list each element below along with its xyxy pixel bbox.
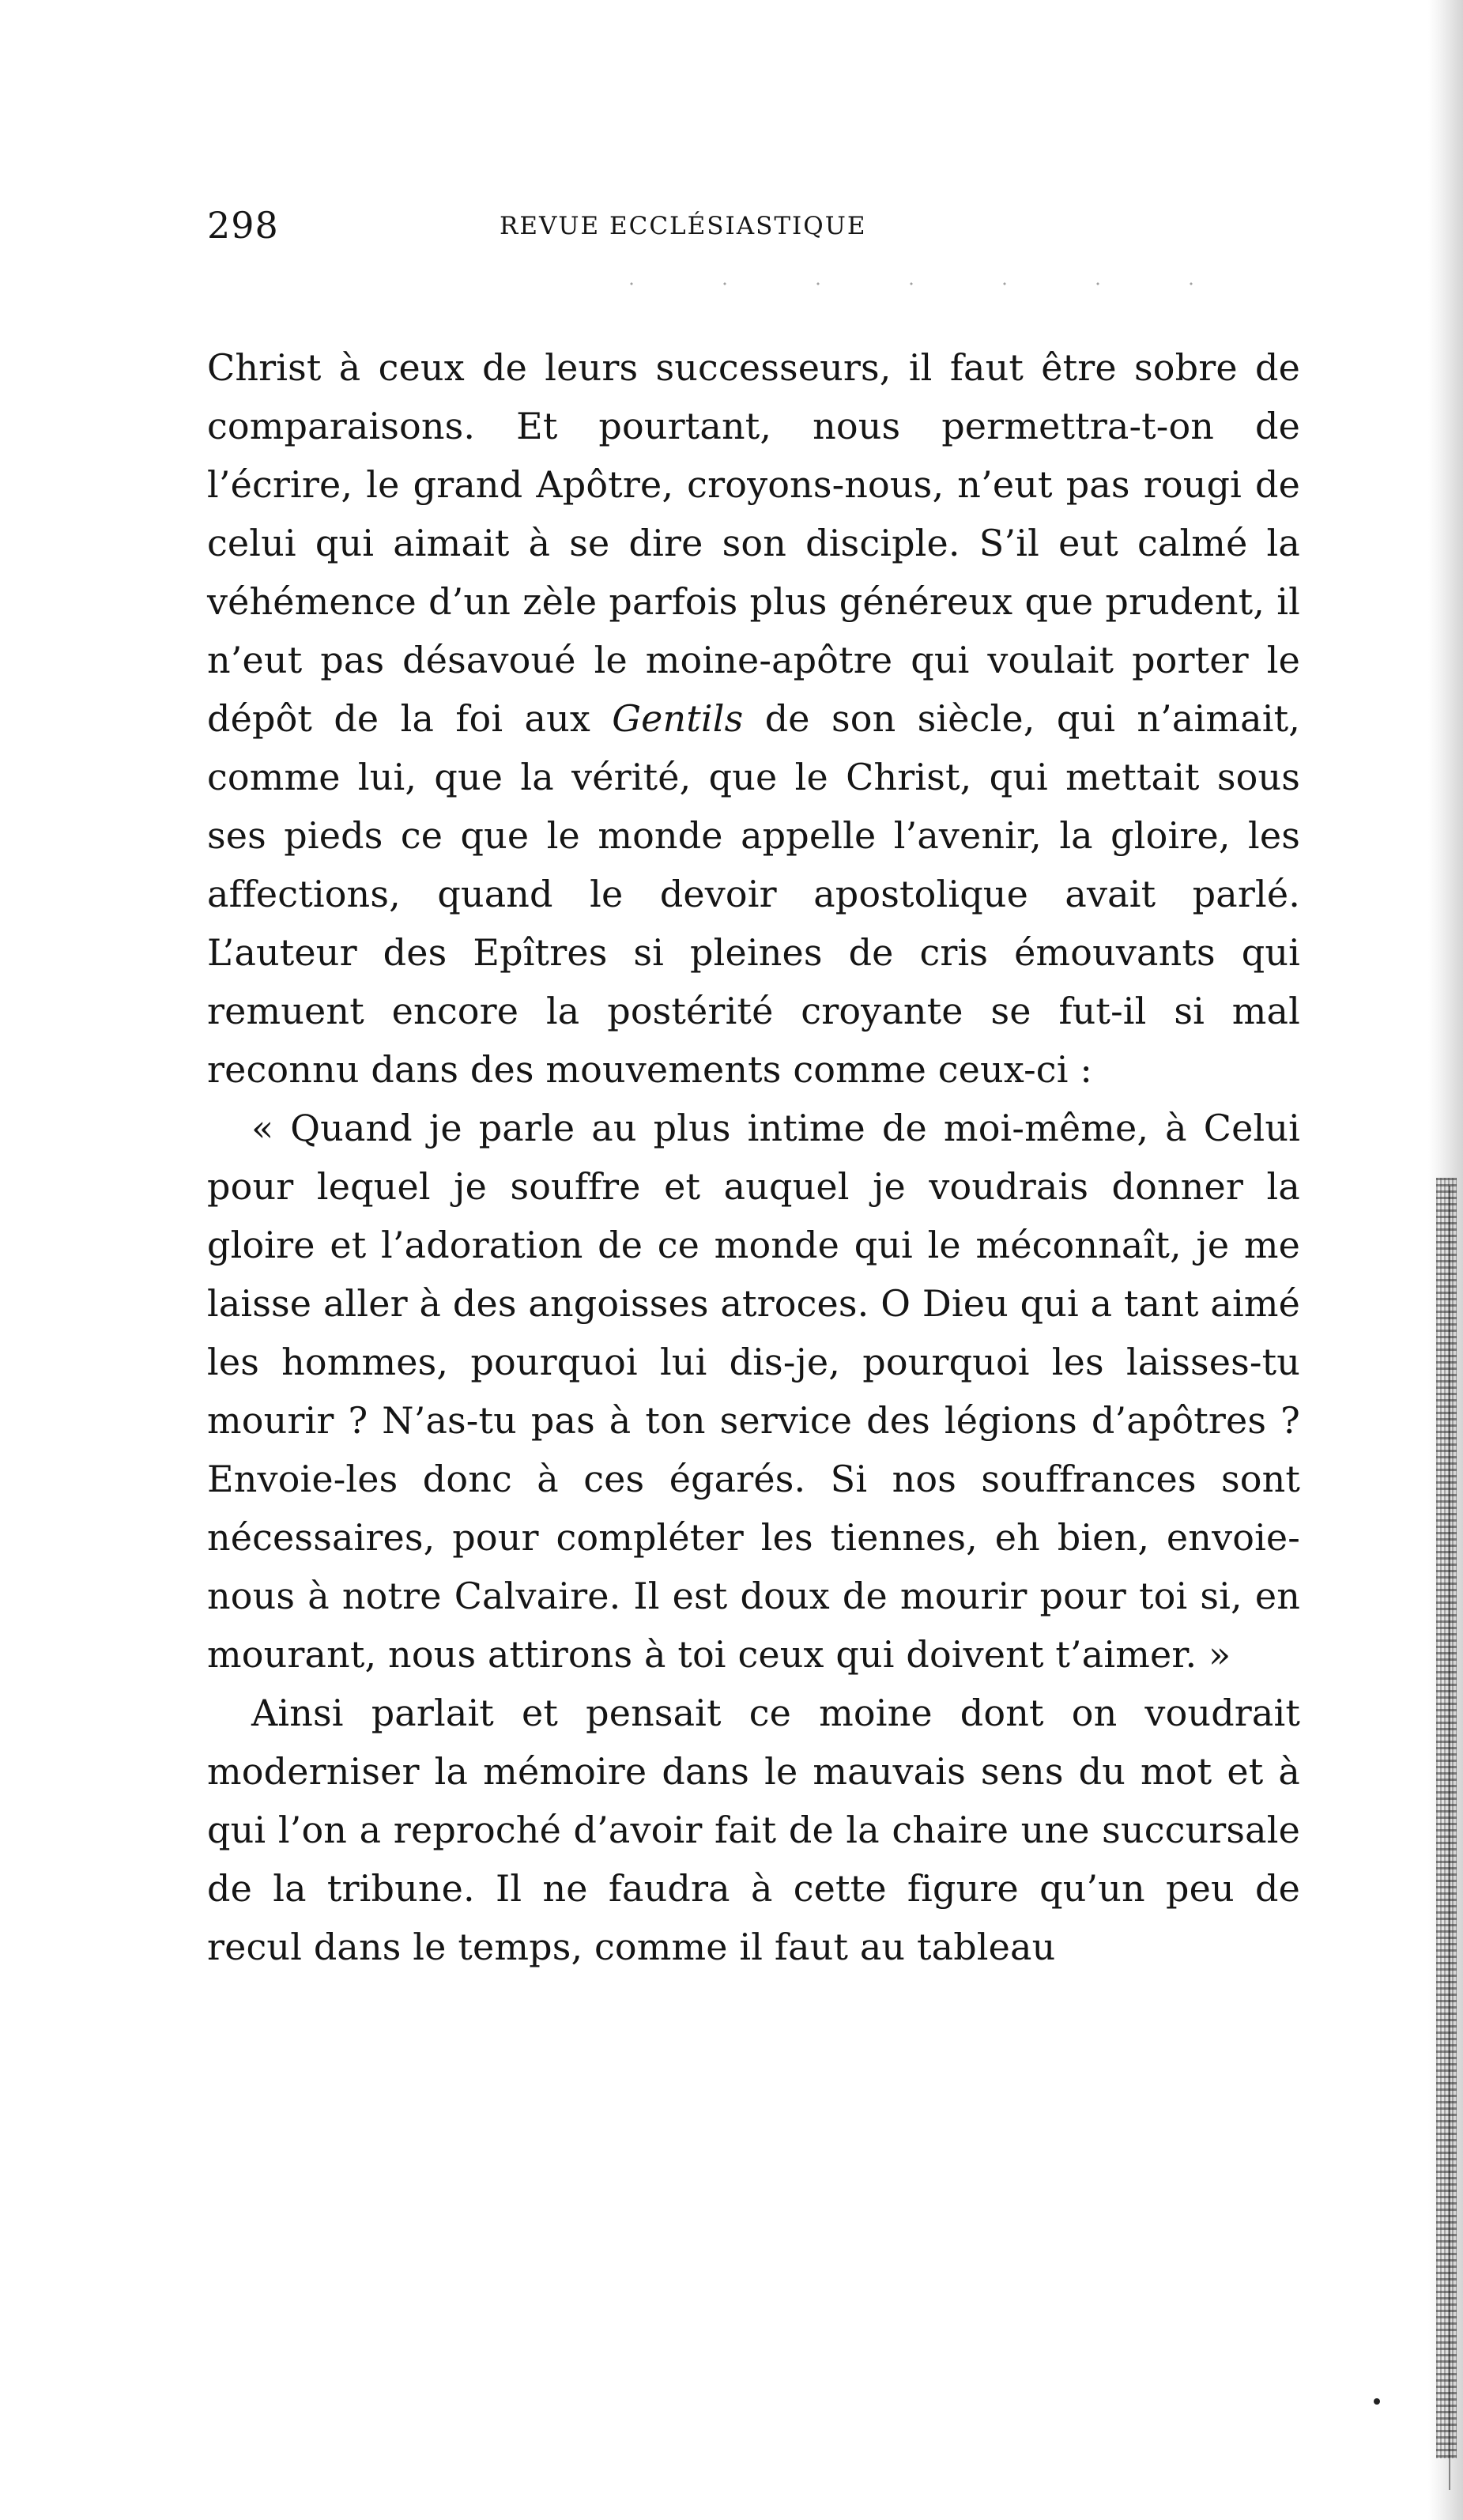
running-header [207, 202, 1302, 249]
quotation-paragraph: « Quand je parle au plus intime de moi-même, à Celui pour lequel je souffre et auquel je voudrais donner la gloire et l’adoration de ce monde qui le méconnaît, je me laisse aller à des angoisses atroces. O Dieu qui a tant aimé les hommes, pourquoi lui dis-je, pourquoi les laisses-tu mourir ? N’as-tu pas à ton service des légions d’apôtres ? Envoie-les donc à ces égarés. Si nos souffrances sont nécessaires, pour compléter les tiennes, eh bien, envoie-nous à notre Calvaire. Il est doux de mourir pour toi si, en mourant, nous attirons à toi ceux qui doivent t’aimer. » [207, 1107, 1301, 1676]
italic-word-gentils: Gentils [612, 697, 744, 740]
page-number: 298 [207, 204, 279, 247]
edge-print-dot [1374, 2398, 1380, 2405]
paragraph-1 [207, 338, 1300, 1099]
paragraph-3: Ainsi parlait et pensait ce moine dont on voudrait moderniser la mémoire dans le mauvais sens du mot et à qui l’on a reproché d’avoir fait de la chaire une succursale de la tribune. Il ne faudra à cette figure qu’un peu de recul dans le temps, comme il faut au tableau [207, 1692, 1300, 1968]
main-text [207, 338, 1300, 1976]
paragraph-1-text-end: de son siècle, qui n’aimait, comme lui, que la vérité, que le Christ, qui mettait sous ses pieds ce que le monde appelle l’avenir, la gloire, les affections, quand le devoir apostolique avait parlé. L’auteur des Epîtres si pleines de cris émouvants qui remuent encore la postérité croyante se fut-il si mal reconnu dans des mouvements comme ceux-ci : [207, 697, 1300, 1091]
paragraph-1-text: Christ à ceux de leurs successeurs, il faut être sobre de comparaisons. Et pourtant, nous permettra-t-on de l’écrire, le grand Apôtre, croyons-nous, n’eut pas rougi de celui qui aimait à se dire son disciple. S’il eut calmé la véhémence d’un zèle parfois plus généreux que prudent, il n’eut pas désavoué le moine-apôtre qui voulait porter le dépôt de la foi aux [207, 346, 1300, 740]
running-title: REVUE ECCLÉSIASTIQUE [500, 212, 867, 240]
header-print-specks [585, 281, 1265, 287]
right-edge-noise [1436, 1178, 1457, 2458]
